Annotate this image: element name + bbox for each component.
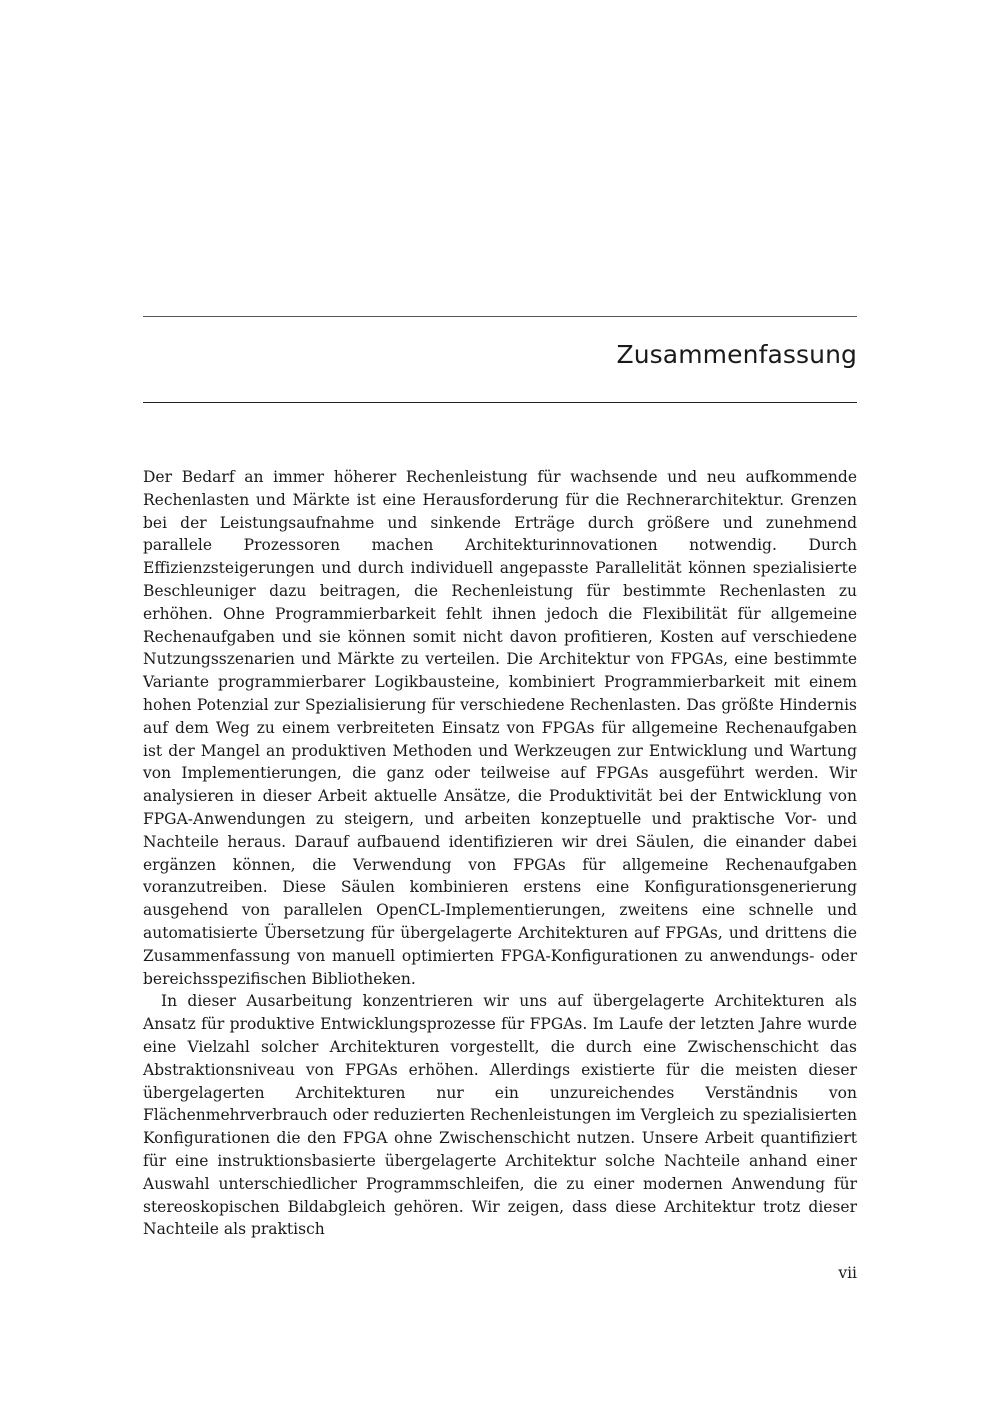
chapter-title: Zusammenfassung [616,340,857,369]
chapter-bottom-rule [143,402,857,403]
chapter-top-rule [143,316,857,317]
paragraph: Der Bedarf an immer höherer Rechenleistung für wachsende und neu aufkommende Rechenlasten und Märkte ist eine Herausforderung für die Rechnerarchitektur. Grenzen bei der Leistungsaufnahme und sinkende Erträge durch größere und zunehmend parallele Prozessoren machen Architekturinnovationen notwendig. Durch Effizienzsteigerungen und durch individuell angepasste Parallelität können spezialisierte Beschleuniger dazu beitragen, die Rechenleistung für bestimmte Rechenlasten zu erhöhen. Ohne Programmierbarkeit fehlt ihnen jedoch die Flexibilität für allgemeine Rechenaufgaben und sie können somit nicht davon profitieren, Kosten auf verschiedene Nutzungsszenarien und Märkte zu verteilen. Die Architektur von FPGAs, eine bestimmte Variante programmierbarer Logikbausteine, kombiniert Programmierbarkeit mit einem hohen Potenzial zur Spezialisierung für verschiedene Rechenlasten. Das größte Hindernis auf dem Weg zu einem verbreiteten Einsatz von FPGAs für allgemeine Rechenaufgaben ist der Mangel an produktiven Methoden und Werkzeugen zur Entwicklung und Wartung von Implementierungen, die ganz oder teilweise auf FPGAs ausgeführt werden. Wir analysieren in dieser Arbeit aktuelle Ansätze, die Produktivität bei der Entwicklung von FPGA-Anwendungen zu steigern, und arbeiten konzeptuelle und praktische Vor- und Nachteile heraus. Darauf aufbauend identifizieren wir drei Säulen, die einander dabei ergänzen können, die Verwendung von FPGAs für allgemeine Rechenaufgaben voranzutreiben. Diese Säulen kombinieren erstens eine Konfigurationsgenerierung ausgehend von parallelen OpenCL-Implementierungen, zweitens eine schnelle und automatisierte Übersetzung für übergelagerte Architekturen auf FPGAs, und drittens die Zusammenfassung von manuell optimierten FPGA-Konfigurationen zu anwendungs- oder bereichsspezifischen Bibliotheken. [143,468,857,988]
page-number: vii [838,1264,857,1282]
paragraph: In dieser Ausarbeitung konzentrieren wir uns auf übergelagerte Architekturen als Ansatz für produktive Entwicklungsprozesse für FPGAs. Im Laufe der letzten Jahre wurde eine Vielzahl solcher Architekturen vorgestellt, die durch eine Zwischenschicht das Abstraktionsniveau von FPGAs erhöhen. Allerdings existierte für die meisten dieser übergelagerten Architekturen nur ein unzureichendes Verständnis von Flächenmehrverbrauch oder reduzierten Rechenleistungen im Vergleich zu spezialisierten Konfigurationen die den FPGA ohne Zwischenschicht nutzen. Unsere Arbeit quantifiziert für eine instruktionsbasierte übergelagerte Architektur solche Nachteile anhand einer Auswahl unterschiedlicher Programmschleifen, die zu einer modernen Anwendung für stereoskopischen Bildabgleich gehören. Wir zeigen, dass diese Architektur trotz dieser Nachteile als praktisch [143,992,857,1239]
abstract-body [143,466,857,1241]
